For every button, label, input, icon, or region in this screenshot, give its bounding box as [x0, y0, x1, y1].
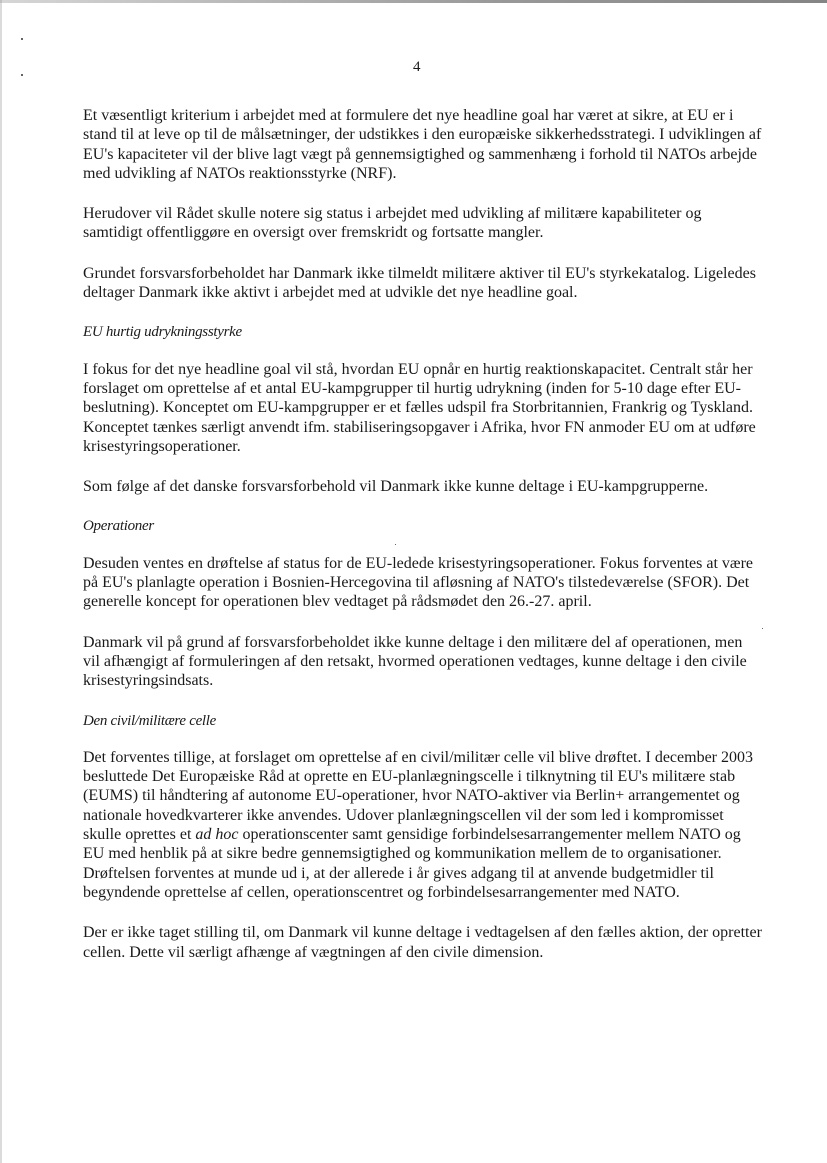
- cell-p1-end: operationscenter samt gensidige forbindelsesarrangementer mellem NATO og EU med henblik på at sikre bedre gennemsigtighed og kommunikation mellem de to organisationer. Drøftelsen forventes at munde ud i, at der allerede i år gives adgang til at anvende budgetmidler til begyndende oprettelse af cellen, operationscentret og forbindelsesarrangementer med NATO.: [83, 826, 741, 901]
- rapid-force-paragraph-1: I fokus for det nye headline goal vil stå, hvordan EU opnår en hurtig reaktionskapacitet. Centralt står her forslaget om oprettelse af et antal EU-kampgrupper til hurtig udrykning (inden for 5-10 dage efter EU-beslutning). Konceptet om EU-kampgrupper er et fælles udspil fra Storbritannien, Frankrig og Tyskland. Konceptet tænkes særligt anvendt ifm. stabiliseringsopgaver i Afrika, hvor FN anmoder EU om at udføre krisestyringsoperationer.: [83, 360, 756, 455]
- operations-heading: Operationer: [83, 518, 154, 535]
- intro-paragraph-2: Herudover vil Rådet skulle notere sig status i arbejdet med udvikling af militære kapabiliteter og samtidigt offentliggøre en oversigt over fremskridt og fortsatte mangler.: [83, 205, 702, 242]
- cell-p1-italic: ad hoc: [195, 826, 239, 844]
- scan-speck: [21, 74, 23, 76]
- document-body: [83, 106, 763, 983]
- civil-military-cell-heading: Den civil/militære celle: [83, 712, 217, 729]
- rapid-force-heading: EU hurtig udrykningsstyrke: [83, 324, 242, 341]
- intro-paragraph-1: Et væsentligt kriterium i arbejdet med at formulere det nye headline goal har været at sikre, at EU er i stand til at leve op til de målsætninger, der udstikkes i den europæiske sikkerhedsstrategi. I udviklingen af EU's kapaciteter vil der blive lagt vægt på gennemsigtighed og sammenhæng i forhold til NATOs arbejde med udvikling af NATOs reaktionsstyrke (NRF).: [83, 107, 762, 182]
- operations-paragraph-2: Danmark vil på grund af forsvarsforbeholdet ikke kunne deltage i den militære del af operationen, men vil afhængigt af formuleringen af den retsakt, hvormed operationen vedtages, kunne deltage i den civile krisestyringsindsats.: [83, 633, 747, 690]
- intro-paragraph-3: Grundet forsvarsforbeholdet har Danmark ikke tilmeldt militære aktiver til EU's styrkekatalog. Ligeledes deltager Danmark ikke aktivt i arbejdet med at udvikle det nye headline goal.: [83, 264, 756, 302]
- civil-military-cell-paragraph-2: Der er ikke taget stilling til, om Danmark vil kunne deltage i vedtagelsen af den fælles aktion, der opretter cellen. Dette vil særligt afhænge af vægtningen af den civile dimension.: [83, 924, 762, 961]
- scan-edge-left: [0, 0, 2, 1163]
- scan-edge-top: [0, 0, 827, 3]
- operations-paragraph-1: Desuden ventes en drøftelse af status for de EU-ledede krisestyringsoperationer. Fokus forventes at være på EU's planlagte operation i Bosnien-Hercegovina til afløsning af NATO's tilstedeværelse (SFOR). Det generelle koncept for operationen blev vedtaget på rådsmødet den 26.-27. april.: [83, 554, 754, 611]
- page-number: 4: [413, 59, 421, 75]
- rapid-force-paragraph-2: Som følge af det danske forsvarsforbehold vil Danmark ikke kunne deltage i EU-kampgrupperne.: [83, 478, 709, 496]
- cell-p1-start: Det forventes tillige, at forslaget om oprettelse af en civil/militær celle vil blive drøftet. I december 2003 besluttede Det Europæiske Råd at oprette en EU-planlægningscelle i tilknytning til EU's militære stab (EUMS) til håndtering af autonome EU-operationer, hvor NATO-aktiver via Berlin+ arrangementet og nationale hovedkvarterer ikke anvendes. Udover planlægningscellen vil der som led i kompromisset skulle oprettes et: [83, 748, 753, 844]
- scan-speck: [21, 38, 23, 40]
- civil-military-cell-paragraph-1: [83, 748, 763, 902]
